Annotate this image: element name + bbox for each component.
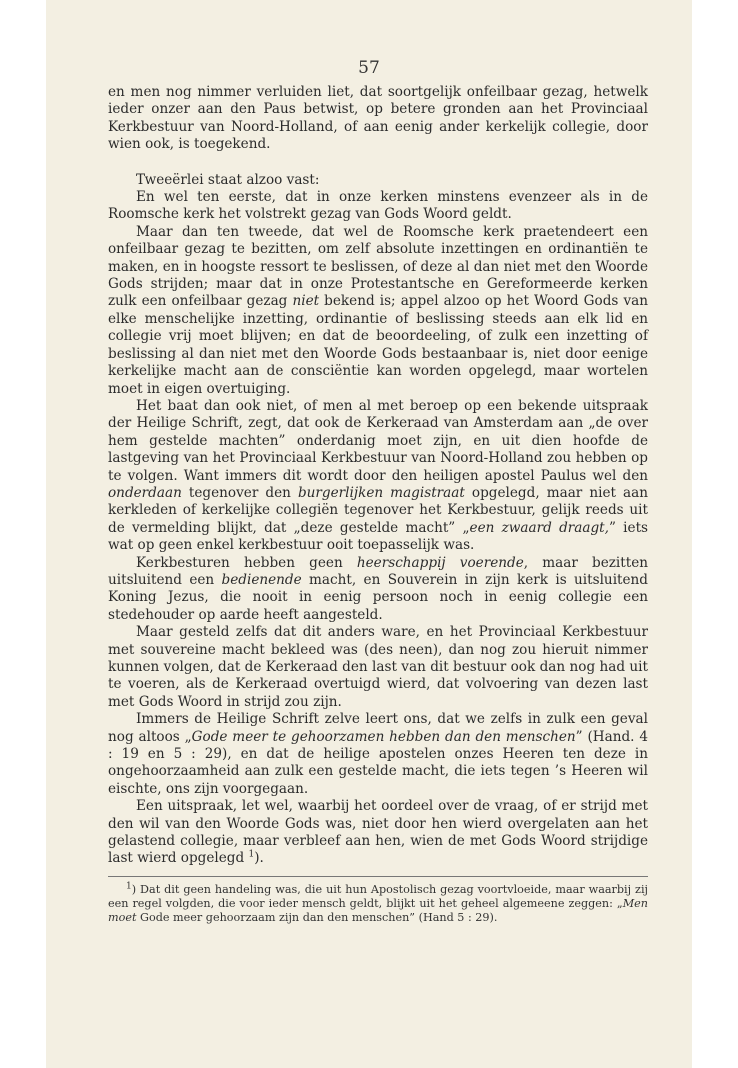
- page-number: 57: [358, 58, 380, 78]
- italic-text: burgerlijken magistraat: [297, 484, 465, 501]
- book-page: [46, 0, 692, 1068]
- footnote-marker: 1: [126, 881, 132, 892]
- text-run: , maar bezitten uitsluitend een: [108, 554, 649, 588]
- paragraph: [108, 224, 648, 398]
- body-text: [108, 84, 648, 925]
- text-run: Tweeërlei staat alzoo vast:: [136, 171, 320, 188]
- italic-text: onderdaan: [108, 484, 182, 501]
- text-run: En wel ten eerste, dat in onze kerken minstens evenzeer als in de Roomsche kerk het volstrekt gezag van Gods Woord geldt.: [108, 189, 648, 223]
- text-run: macht, en Souverein in zijn kerk is uitsluitend Koning Jezus, die nooit in eenig persoon noch in eenig collegie een stedehouder op aarde heeft aangesteld.: [108, 571, 649, 623]
- text-run: Gode meer gehoorzaam zijn dan den menschen” (Hand 5 : 29).: [136, 910, 498, 924]
- footnote: [108, 883, 648, 925]
- paragraph: [108, 172, 648, 189]
- italic-text: bedienende: [221, 571, 302, 588]
- paragraph: [108, 624, 648, 711]
- text-run: Kerkbesturen hebben geen: [136, 554, 357, 571]
- italic-text: Gode meer te gehoorzamen hebben dan den menschen: [191, 728, 576, 745]
- paragraph: [108, 555, 648, 625]
- paragraph: [108, 84, 648, 154]
- text-run: tegenover den: [181, 484, 298, 501]
- text-run: ” (Hand. 4 : 19 en 5 : 29), en dat de heilige apostelen onzes Heeren ten deze in ongehoorzaamheid aan zulk een gestelde macht, die iets tegen ’s Heeren wil eischte, ons zijn voorgegaan.: [108, 728, 649, 797]
- text-run: Maar dan ten tweede, dat wel de Roomsche kerk praetendeert een onfeilbaar gezag te bezitten, om zelf absolute inzettingen en ordinantiën te maken, en in hoogste ressort te beslissen, of deze al dan niet met den Woorde Gods strijden; maar dat in onze Protestantsche en Gereformeerde kerken zulk een onfeilbaar gezag: [108, 223, 648, 310]
- footnote-divider: [108, 876, 648, 877]
- text-run: en men nog nimmer verluiden liet, dat soortgelijk onfeilbaar gezag, hetwelk ieder onzer aan den Paus betwist, op betere gronden aan het Provinciaal Kerkbestuur van Noord-Holland, of aan eenig ander kerkelijk collegie, door wien ook, is toegekend.: [108, 84, 648, 153]
- paragraph: [108, 711, 648, 798]
- italic-text: een zwaard draagt,: [469, 519, 609, 536]
- text-run: bekend is; appel alzoo op het Woord Gods van elke menschelijke inzetting, ordinantie of beslissing steeds aan elk lid en collegie vrij moet blijven; en dat de beoordeeling, of zulk een inzetting of beslissing al dan niet met den Woorde Gods bestaanbaar is, niet door eenige kerkelijke macht aan de consciëntie kan worden opgelegd, maar wortelen moet in eigen overtuiging.: [108, 293, 649, 397]
- text-run: ) Dat dit geen handeling was, die uit hun Apostolisch gezag voortvloeide, maar waarbij zij een regel volgden, die voor ieder mensch geldt, blijkt uit het geheel algemeene zeggen: „: [108, 882, 648, 910]
- paragraph: [108, 189, 648, 224]
- footnote-marker: 1: [248, 849, 255, 860]
- text-run: opgelegd, maar niet aan kerkleden of kerkelijke collegiën tegenover het Kerkbestuur, gelijk reeds uit de vermelding blijkt, dat „deze gestelde macht” „: [108, 484, 648, 536]
- text-run: Maar gesteld zelfs dat dit anders ware, en het Provinciaal Kerkbestuur met souvereine macht bekleed was (des neen), dan nog zou hieruit nimmer kunnen volgen, dat de Kerkeraad den last van dit bestuur ook dan nog had uit te voeren, als de Kerkeraad overtuigd wierd, dat volvoering van dezen last met Gods Woord in strijd zou zijn.: [108, 624, 648, 710]
- italic-text: heerschappij voerende: [356, 554, 524, 571]
- paragraph: [108, 398, 648, 555]
- italic-text: niet: [292, 293, 320, 310]
- text-run: Immers de Heilige Schrift zelve leert ons, dat we zelfs in zulk een geval nog altoos „: [108, 711, 648, 745]
- italic-text: Men moet: [108, 896, 648, 924]
- text-run: ).: [254, 850, 264, 867]
- text-run: Het baat dan ook niet, of men al met beroep op een bekende uitspraak der Heilige Schrift, zegt, dat ook de Kerkeraad van Amsterdam aan „de over hem gestelde machten” onderdanig moet zijn, en uit dien hoofde de lastgeving van het Provinciaal Kerkbestuur van Noord-Holland zou hebben op te volgen. Want immers dit wordt door den heiligen apostel Paulus wel den: [108, 397, 648, 484]
- text-run: Een uitspraak, let wel, waarbij het oordeel over de vraag, of er strijd met den wil van den Woorde Gods was, niet door hen wierd overgelaten aan het gelastend collegie, maar verbleef aan hen, wien de met Gods Woord strijdige last wierd opgelegd: [108, 798, 648, 867]
- text-run: ” iets wat op geen enkel kerkbestuur ooit toepasselijk was.: [108, 519, 649, 554]
- paragraph: [108, 798, 648, 868]
